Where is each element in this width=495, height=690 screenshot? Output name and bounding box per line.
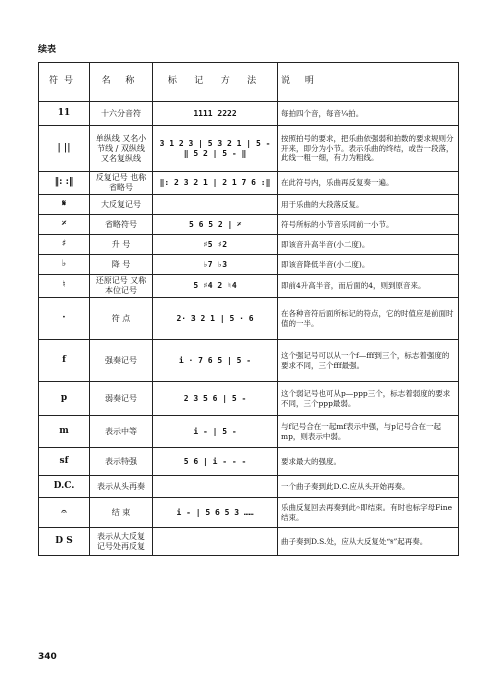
table-row — [39, 275, 459, 298]
row-desc: 一个曲子奏到此D.C.应从头开始再奏。 — [278, 476, 459, 498]
row-name: 表示从头再奏 — [90, 476, 153, 498]
row-desc: 即该音升高半音(小二度)。 — [278, 235, 459, 255]
row-name: 大反复记号 — [90, 195, 153, 215]
row-notation: 5 ♯4 2 ♮4 — [153, 275, 278, 298]
row-notation: i · 7 6 5 | 5 - — [153, 340, 278, 382]
row-name: 符 点 — [90, 298, 153, 340]
row-desc: 这个强记号可以从一个f—fff到三个，标志着强度的要求不同，三个fff最强。 — [278, 340, 459, 382]
header-name: 名 称 — [90, 63, 153, 102]
row-desc: 按照拍号的要求，把乐曲依强弱和拍数的要求规则分开来，即分为小节。表示乐曲的终结，或告一段落，此线一粗一细，有力为粗线。 — [278, 126, 459, 172]
row-notation — [153, 528, 278, 556]
row-symbol: p — [39, 382, 90, 416]
table-row — [39, 528, 459, 556]
row-desc: 乐曲反复回去再奏到此𝄐即结束。有时也标字母Fine结束。 — [278, 498, 459, 528]
table-row — [39, 476, 459, 498]
row-symbol: m — [39, 416, 90, 448]
header-notation: 标 记 方 法 — [153, 63, 278, 102]
row-notation — [153, 195, 278, 215]
row-name: 降 号 — [90, 255, 153, 275]
row-symbol: | || — [39, 126, 90, 172]
row-name: 表示中等 — [90, 416, 153, 448]
header-symbol: 符号 — [39, 63, 90, 102]
table-row — [39, 498, 459, 528]
row-desc: 符号所标的小节音乐同前一小节。 — [278, 215, 459, 235]
row-name: 弱奏记号 — [90, 382, 153, 416]
row-notation: 2· 3 2 1 | 5 · 6 — [153, 298, 278, 340]
table-row — [39, 255, 459, 275]
row-notation: ♭7 ♭3 — [153, 255, 278, 275]
row-notation: i - | 5 - — [153, 416, 278, 448]
table-row — [39, 298, 459, 340]
page-number: 340 — [38, 652, 57, 662]
row-desc: 即前4升高半音，而后面的4，则到原音来。 — [278, 275, 459, 298]
table-row — [39, 340, 459, 382]
row-name: 结 束 — [90, 498, 153, 528]
table-row — [39, 195, 459, 215]
row-desc: 曲子奏到D.S.处，应从大反复处“𝄋”起再奏。 — [278, 528, 459, 556]
table-header — [39, 63, 459, 102]
table-row — [39, 172, 459, 195]
row-symbol: sf — [39, 448, 90, 476]
row-name: 单纵线 又名小节线 / 双纵线 又名复纵线 — [90, 126, 153, 172]
row-symbol: ♯ — [39, 235, 90, 255]
row-symbol: 𝄋 — [39, 195, 90, 215]
row-symbol: 𝄐 — [39, 498, 90, 528]
row-name: 表示从大反复 记号处再反复 — [90, 528, 153, 556]
row-name: 十六分音符 — [90, 102, 153, 126]
row-desc: 用于乐曲的大段落反复。 — [278, 195, 459, 215]
row-notation — [153, 476, 278, 498]
table-row — [39, 416, 459, 448]
row-name: 强奏记号 — [90, 340, 153, 382]
row-desc: 这个弱记号也可从p—ppp三个，标志着弱度的要求不同，三个ppp最弱。 — [278, 382, 459, 416]
table-row — [39, 102, 459, 126]
row-symbol: 11 — [39, 102, 90, 126]
row-desc: 在此符号内，乐曲再反复奏一遍。 — [278, 172, 459, 195]
row-symbol: · — [39, 298, 90, 340]
row-name: 升 号 — [90, 235, 153, 255]
row-desc: 每拍四个音，每音¼拍。 — [278, 102, 459, 126]
table-row — [39, 126, 459, 172]
row-notation: 3 1 2 3 | 5 3 2 1 | 5 - ‖ 5 2 | 5 - ‖ — [153, 126, 278, 172]
table-row — [39, 235, 459, 255]
continued-label: 续表 — [38, 45, 57, 55]
row-symbol: D.C. — [39, 476, 90, 498]
row-name: 还原记号 又称本位记号 — [90, 275, 153, 298]
row-notation: 2 3 5 6 | 5 - — [153, 382, 278, 416]
row-notation: 1111 2222 — [153, 102, 278, 126]
table-row — [39, 448, 459, 476]
row-notation: ‖: 2 3 2 1 | 2 1 7 6 :‖ — [153, 172, 278, 195]
row-notation: 5 6 | i - - - — [153, 448, 278, 476]
row-name: 表示特强 — [90, 448, 153, 476]
row-name: 反复记号 也称省略号 — [90, 172, 153, 195]
row-desc: 在各种音符后面所标记的符点，它的时值应是前面时值的一半。 — [278, 298, 459, 340]
row-symbol: f — [39, 340, 90, 382]
symbol-table — [38, 62, 459, 556]
header-desc: 说 明 — [278, 63, 459, 102]
row-desc: 与f记号合在一起mf表示中强，与p记号合在一起mp，则表示中弱。 — [278, 416, 459, 448]
table-row — [39, 215, 459, 235]
table-row — [39, 382, 459, 416]
row-notation: 5 6 5 2 | 𝄎 — [153, 215, 278, 235]
row-name: 省略符号 — [90, 215, 153, 235]
row-symbol: D S — [39, 528, 90, 556]
row-desc: 要求最大的强度。 — [278, 448, 459, 476]
row-notation: ♯5 ♯2 — [153, 235, 278, 255]
row-symbol: ‖: :‖ — [39, 172, 90, 195]
row-symbol: ♭ — [39, 255, 90, 275]
row-symbol: 𝄎 — [39, 215, 90, 235]
row-notation: i - | 5 6 5 3 …… — [153, 498, 278, 528]
row-symbol: ♮ — [39, 275, 90, 298]
row-desc: 即该音降低半音(小二度)。 — [278, 255, 459, 275]
